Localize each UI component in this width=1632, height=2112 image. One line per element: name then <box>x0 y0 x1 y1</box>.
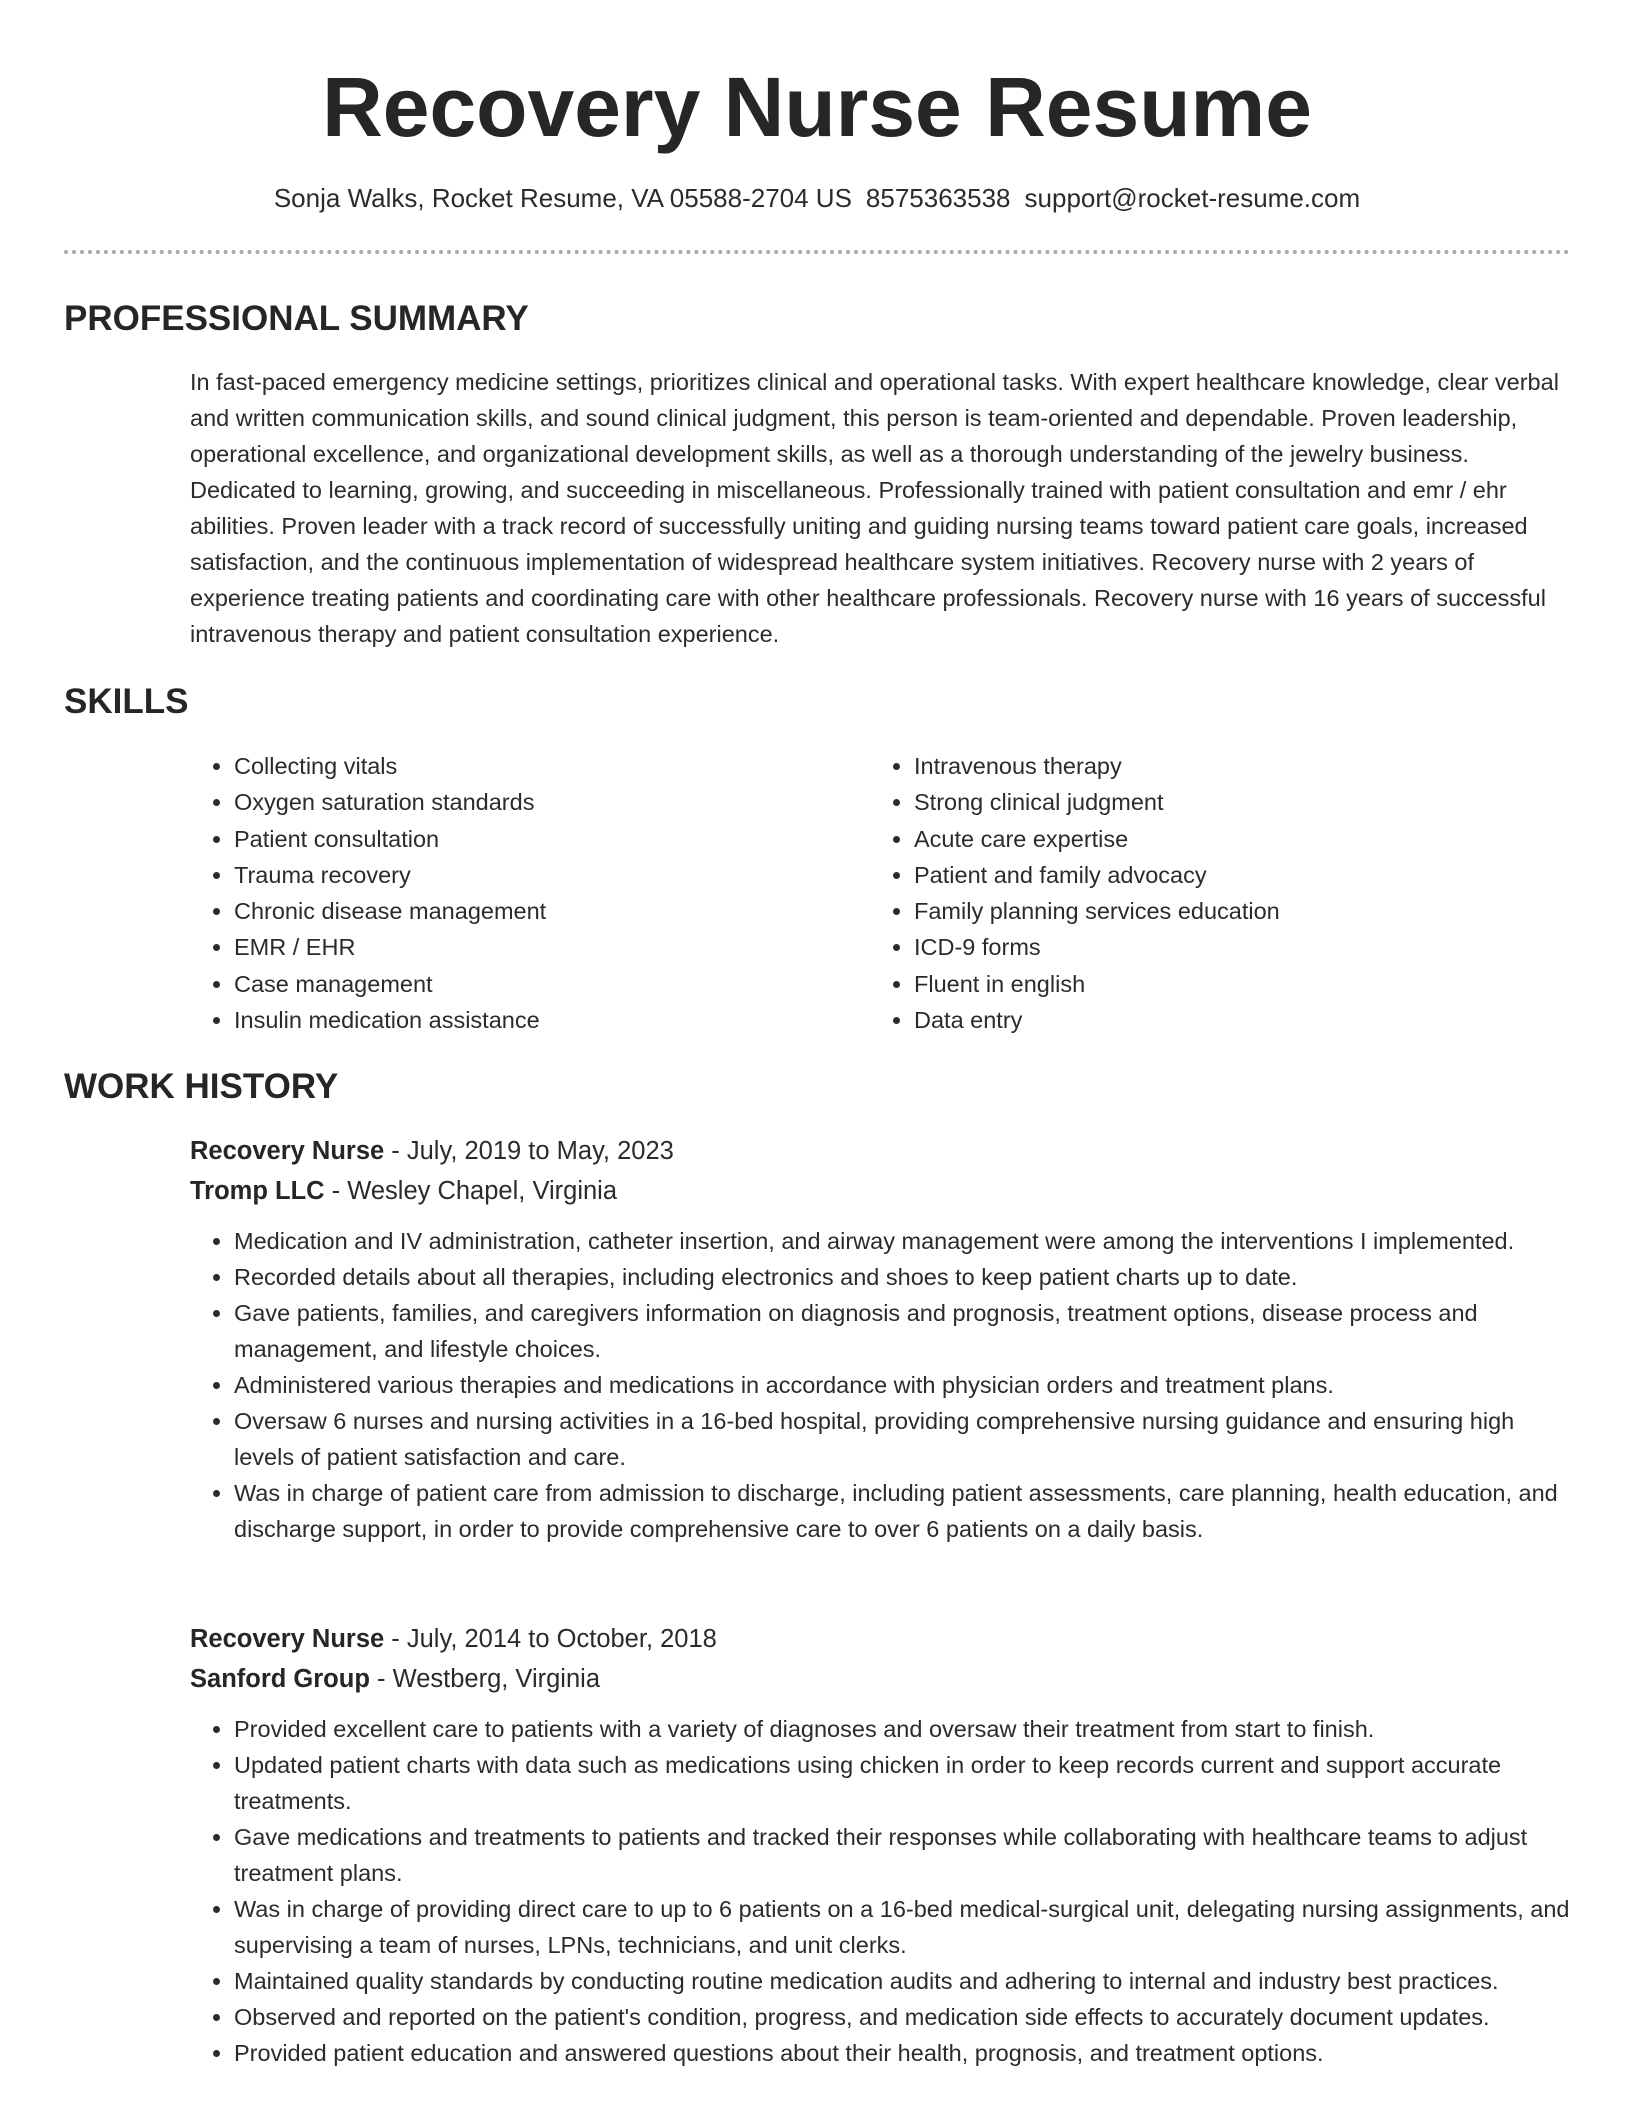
skill-item: • Patient and family advocacy <box>914 857 1550 893</box>
skill-item: • Insulin medication assistance <box>234 1002 870 1038</box>
skill-item: • Chronic disease management <box>234 893 870 929</box>
contact-phone: 8575363538 <box>865 183 1011 213</box>
job-bullet: • Recorded details about all therapies, including electronics and shoes to keep patient charts up to date. <box>234 1259 1570 1295</box>
job-bullet: • Administered various therapies and medications in accordance with physician orders and treatment plans. <box>234 1367 1570 1403</box>
skills-list <box>190 748 1570 1038</box>
skill-item: • Trauma recovery <box>234 857 870 893</box>
job-entry <box>190 1619 1570 2071</box>
skill-item: • Fluent in english <box>914 966 1550 1002</box>
job-bullet: • Provided patient education and answered questions about their health, prognosis, and treatment options. <box>234 2035 1570 2071</box>
skill-item: • Intravenous therapy <box>914 748 1550 784</box>
skill-item: • Data entry <box>914 1002 1550 1038</box>
job-location: - Westberg, Virginia <box>369 1665 600 1693</box>
job-title: Recovery Nurse <box>190 1625 385 1653</box>
skill-item: • Patient consultation <box>234 821 870 857</box>
job-bullet: • Updated patient charts with data such as medications using chicken in order to keep records current and support accurate treatments. <box>234 1747 1570 1819</box>
skills-column-right <box>870 748 1550 1038</box>
summary-text: In fast-paced emergency medicine settings, prioritizes clinical and operational tasks. With expert healthcare knowledge, clear verbal and written communication skills, and sound clinical judgment, this person is team-oriented and dependable. Proven leadership, operational excellence, and organizational development skills, as well as a thorough understanding of the jewelry business. Dedicated to learning, growing, and succeeding in miscellaneous. Professionally trained with patient consultation and emr / ehr abilities. Proven leader with a track record of successfully uniting and guiding nursing teams toward patient care goals, increased satisfaction, and the continuous implementation of widespread healthcare system initiatives. Recovery nurse with 2 years of experience treating patients and coordinating care with other healthcare professionals. Recovery nurse with 16 years of successful intravenous therapy and patient consultation experience. <box>190 369 1559 647</box>
skill-item: • EMR / EHR <box>234 929 870 965</box>
contact-address: Sonja Walks, Rocket Resume, VA 05588-2704 US <box>273 183 852 213</box>
skill-item: • Collecting vitals <box>234 748 870 784</box>
job-company-line <box>190 1659 1570 1699</box>
job-dates: - July, 2014 to October, 2018 <box>384 1625 717 1653</box>
job-company: Tromp LLC <box>190 1177 325 1205</box>
contact-email: support@rocket-resume.com <box>1024 183 1361 213</box>
skill-item: • ICD-9 forms <box>914 929 1550 965</box>
skill-item: • Family planning services education <box>914 893 1550 929</box>
job-title-line <box>190 1619 1570 1659</box>
job-bullet: • Gave patients, families, and caregivers information on diagnosis and prognosis, treatment options, disease process and management, and lifestyle choices. <box>234 1295 1570 1367</box>
job-bullet: • Maintained quality standards by conducting routine medication audits and adhering to internal and industry best practices. <box>234 1963 1570 1999</box>
skill-item: • Oxygen saturation standards <box>234 784 870 820</box>
job-bullet: • Was in charge of patient care from admission to discharge, including patient assessments, care planning, health education, and discharge support, in order to provide comprehensive care to over 6 patients on a daily basis. <box>234 1475 1570 1547</box>
job-bullet: • Was in charge of providing direct care to up to 6 patients on a 16-bed medical-surgical unit, delegating nursing assignments, and supervising a team of nurses, LPNs, technicians, and unit clerks. <box>234 1891 1570 1963</box>
skill-item: • Strong clinical judgment <box>914 784 1550 820</box>
job-company: Sanford Group <box>190 1665 370 1693</box>
job-title-line <box>190 1131 1570 1171</box>
skills-heading: SKILLS <box>64 682 189 721</box>
header-divider <box>64 250 1570 254</box>
skills-column-left <box>190 748 870 1038</box>
job-bullet: • Provided excellent care to patients with a variety of diagnoses and oversaw their treatment from start to finish. <box>234 1711 1570 1747</box>
job-bullet: • Gave medications and treatments to patients and tracked their responses while collaborating with healthcare teams to adjust treatment plans. <box>234 1819 1570 1891</box>
job-bullets <box>190 1711 1570 2071</box>
job-entry <box>190 1131 1570 1547</box>
resume-title: Recovery Nurse Resume <box>322 60 1312 154</box>
job-bullet: • Medication and IV administration, catheter insertion, and airway management were among the interventions I implemented. <box>234 1223 1570 1259</box>
summary-heading: PROFESSIONAL SUMMARY <box>64 299 529 338</box>
job-location: - Wesley Chapel, Virginia <box>324 1177 618 1205</box>
skill-item: • Case management <box>234 966 870 1002</box>
job-bullets <box>190 1223 1570 1547</box>
job-dates: - July, 2019 to May, 2023 <box>384 1137 674 1165</box>
job-company-line <box>190 1171 1570 1211</box>
skill-item: • Acute care expertise <box>914 821 1550 857</box>
contact-line <box>64 178 1570 218</box>
job-title: Recovery Nurse <box>190 1137 385 1165</box>
job-bullet: • Observed and reported on the patient's condition, progress, and medication side effects to accurately document updates. <box>234 1999 1570 2035</box>
work-history-heading: WORK HISTORY <box>64 1067 339 1106</box>
job-bullet: • Oversaw 6 nurses and nursing activities in a 16-bed hospital, providing comprehensive nursing guidance and ensuring high levels of patient satisfaction and care. <box>234 1403 1570 1475</box>
